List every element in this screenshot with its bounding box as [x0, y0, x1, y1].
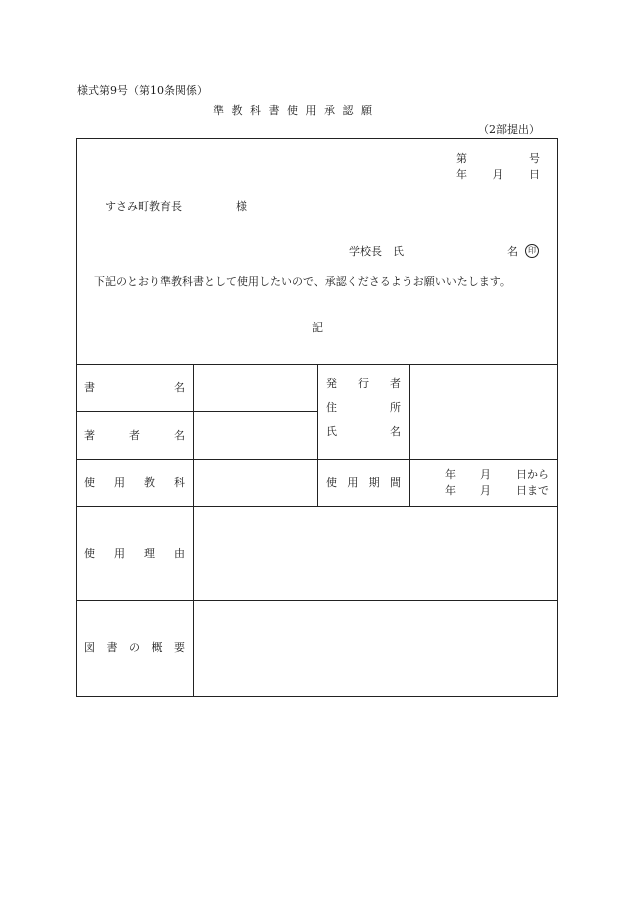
period-to-month: 月: [480, 484, 491, 497]
ki-label: 記: [312, 321, 323, 334]
principal-label: 学校長 氏: [349, 245, 404, 258]
author-label: 著 者 名: [84, 429, 185, 442]
name-label: 氏 名: [326, 425, 401, 438]
year-label: 年: [456, 168, 467, 181]
addressee-sama: 様: [236, 200, 247, 213]
book-name-label: 書 名: [84, 381, 185, 394]
publisher-label: 発 行 者: [326, 377, 401, 390]
period-from-year: 年: [445, 468, 456, 481]
go-label: 号: [529, 152, 540, 165]
rule-book-author: [76, 411, 317, 412]
period-label: 使 用 期 間: [326, 476, 401, 489]
form-number: 様式第9号（第10条関係）: [77, 84, 208, 97]
principal-mei: 名: [507, 245, 518, 258]
day-label: 日: [529, 168, 540, 181]
address-label: 住 所: [326, 401, 401, 414]
reason-label: 使 用 理 由: [84, 547, 185, 560]
month-label: 月: [492, 168, 504, 181]
copies-note: （2部提出）: [478, 123, 540, 136]
seal-stamp: 印: [525, 244, 539, 258]
period-to-day: 日まで: [516, 484, 549, 497]
addressee: すさみ町教育長: [105, 200, 182, 213]
col-right-divider: [409, 364, 410, 506]
form-title: 準 教 科 書 使 用 承 認 願: [213, 104, 374, 117]
dai-label: 第: [456, 152, 467, 165]
period-from-month: 月: [480, 468, 491, 481]
subject-label: 使 用 教 科: [84, 476, 185, 489]
col-mid-divider: [317, 364, 318, 506]
period-from-day: 日から: [516, 468, 549, 481]
rule-reason-bottom: [76, 600, 558, 601]
request-text: 下記のとおり準教科書として使用したいので、承認くださるようお願いいたします。: [94, 275, 511, 288]
date-row: [456, 169, 540, 180]
overview-label: 図 書 の 概 要: [84, 641, 185, 654]
period-to-year: 年: [445, 484, 456, 497]
document-number-row: [456, 153, 540, 164]
col-label-divider: [193, 364, 194, 697]
rule-subject-bottom: [76, 506, 558, 507]
